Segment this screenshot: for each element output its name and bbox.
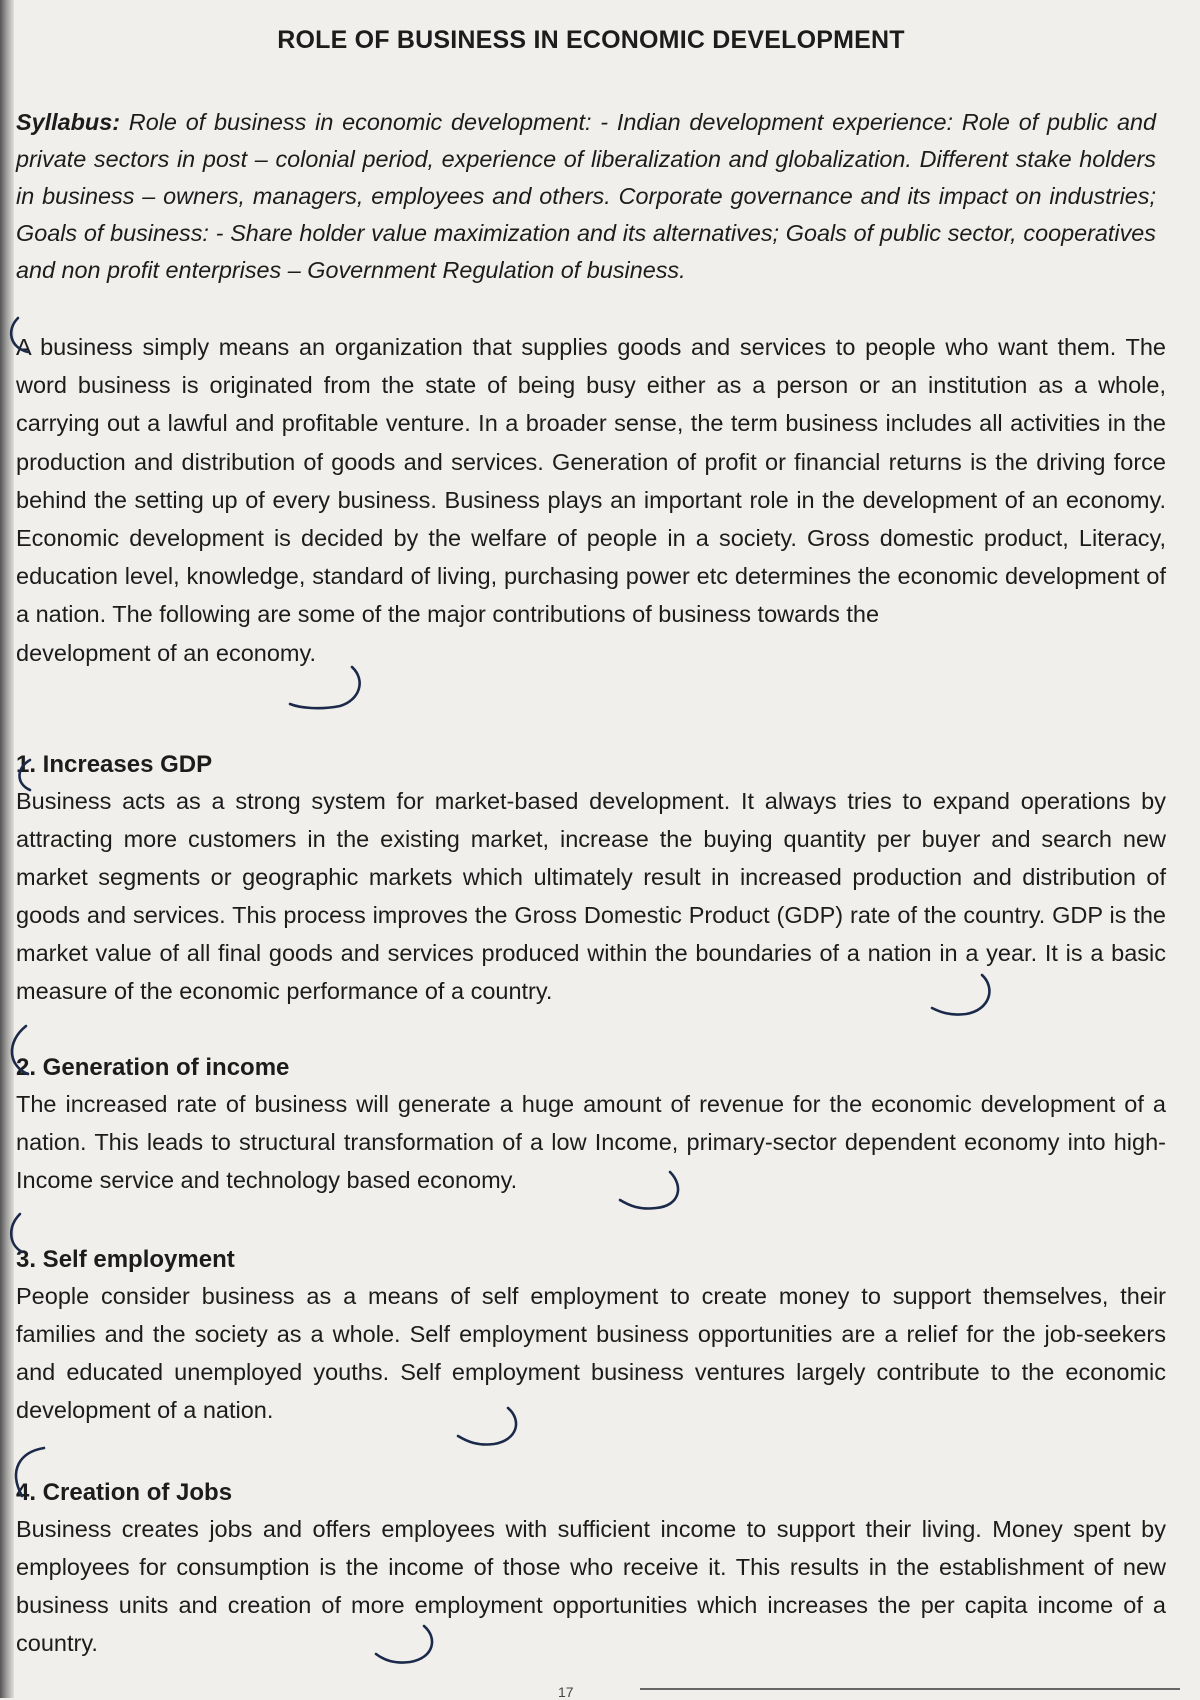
- footer-rule: [640, 1688, 1180, 1690]
- document-page: [16, 0, 1166, 1698]
- page-title: ROLE OF BUSINESS IN ECONOMIC DEVELOPMENT: [277, 26, 905, 54]
- section-body: People consider business as a means of self employment to create money to support themselves, their families and the society as a whole. Self employment business opportunities are a relief for the job-seekers and educated unemployed youths. Self employment business ventures largely contribute to the economic development of a nation.: [16, 1283, 1166, 1423]
- syllabus-paragraph: [16, 104, 1156, 289]
- section-title: 3. Self employment: [16, 1246, 235, 1273]
- section-title: 2. Generation of income: [16, 1054, 290, 1081]
- page-binding-shadow: [0, 0, 14, 1698]
- section-body: Business creates jobs and offers employees with sufficient income to support their living. Money spent by employees for consumption is the income of those who receive it. This results in the establishment of new business units and creation of more employment opportunities which increases the per capita income of a country.: [16, 1516, 1166, 1656]
- section-title: 4. Creation of Jobs: [16, 1479, 233, 1506]
- section-creation-of-jobs: [16, 1476, 1166, 1662]
- syllabus-label: Syllabus:: [16, 109, 120, 135]
- page-number: 17: [558, 1684, 574, 1700]
- syllabus-text: Role of business in economic development: - Indian development experience: Role of public and private sectors in post – colonial period, experience of liberalization and globalization. Different stake holders in business – owners, managers, employees and others. Corporate governance and its impact on industries; Goals of business: - Share holder value maximization and its alternatives; Goals of public sector, cooperatives and non profit enterprises – Government Regulation of business.: [16, 109, 1156, 283]
- section-generation-of-income: [16, 1051, 1166, 1199]
- section-increases-gdp: [16, 748, 1166, 1010]
- section-title: 1. Increases GDP: [16, 751, 213, 778]
- intro-paragraph: [16, 328, 1166, 672]
- intro-tail: development of an economy.: [16, 639, 317, 666]
- section-body: The increased rate of business will generate a huge amount of revenue for the economic development of a nation. This leads to structural transformation of a low Income, primary-sector dependent economy into high-Income service and technology based economy.: [16, 1091, 1166, 1193]
- section-body: Business acts as a strong system for market-based development. It always tries to expand operations by attracting more customers in the existing market, increase the buying quantity per buyer and search new market segments or geographic markets which ultimately result in increased production and distribution of goods and services. This process improves the Gross Domestic Product (GDP) rate of the country. GDP is the market value of all final goods and services produced within the boundaries of a nation in a year. It is a basic measure of the economic performance of a country.: [16, 788, 1166, 1004]
- intro-text: A business simply means an organization that supplies goods and services to people who want them. The word business is originated from the state of being busy either as a person or an institution as a whole, carrying out a lawful and profitable venture. In a broader sense, the term business includes all activities in the production and distribution of goods and services. Generation of profit or financial returns is the driving force behind the setting up of every business. Business plays an important role in the development of an economy. Economic development is decided by the welfare of people in a society. Gross domestic product, Literacy, education level, knowledge, standard of living, purchasing power etc determines the economic development of a nation. The following are some of the major contributions of business towards the: [16, 334, 1166, 628]
- section-self-employment: [16, 1243, 1166, 1429]
